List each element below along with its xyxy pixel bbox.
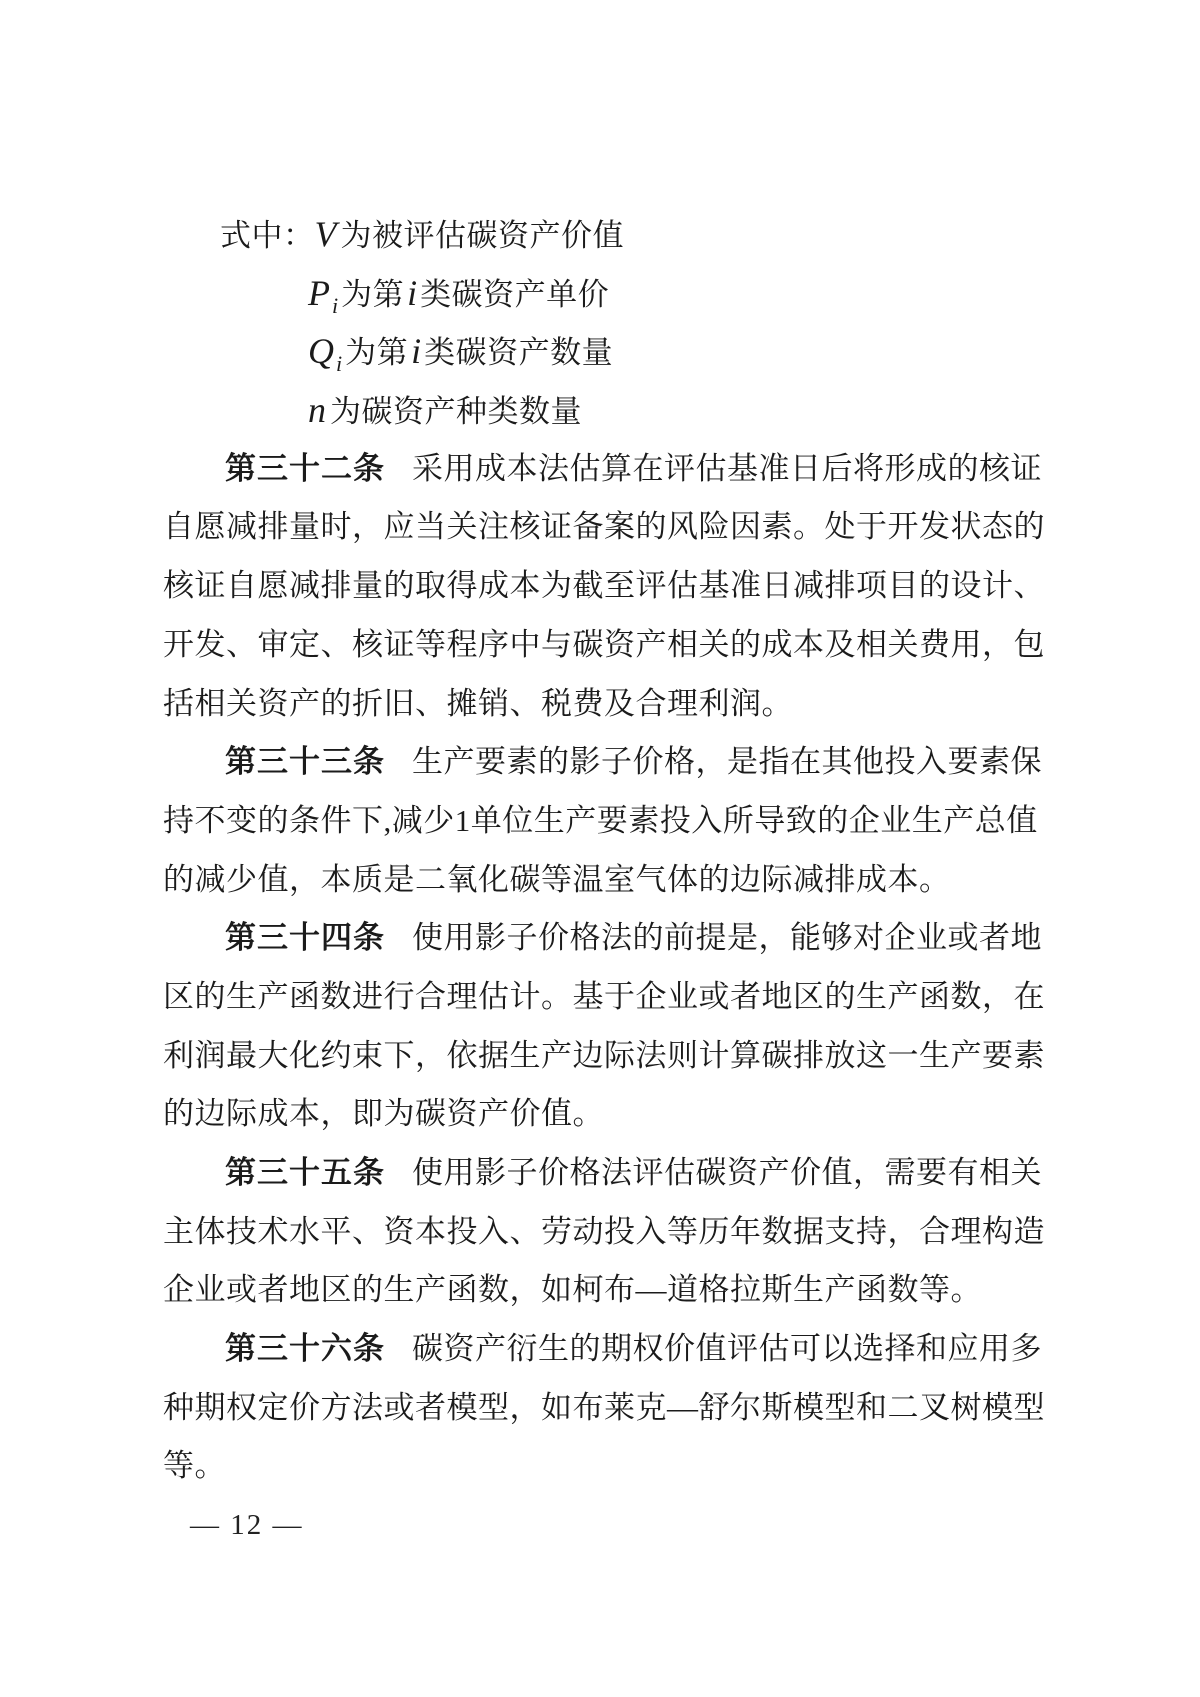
article-36-line-1: 种期权定价方法或者模型，如布莱克—舒尔斯模型和二叉树模型 <box>163 1389 1045 1425</box>
article-36 <box>163 1320 1045 1496</box>
math-var-q: Q <box>308 331 334 372</box>
formula-line-n <box>163 381 1045 440</box>
formula-text-p2: 类碳资产单价 <box>420 276 610 312</box>
article-32-line-1: 自愿减排量时，应当关注核证备案的风险因素。处于开发状态的 <box>163 509 1045 545</box>
article-33 <box>163 733 1045 909</box>
article-32-line-4: 括相关资产的折旧、摊销、税费及合理利润。 <box>163 685 793 721</box>
math-var-p: P <box>308 272 330 313</box>
page-text-block <box>163 205 1045 1496</box>
article-33-heading: 第三十三条 <box>225 744 385 780</box>
article-34-line-2: 利润最大化约束下，依据生产边际法则计算碳排放这一生产要素 <box>163 1037 1045 1073</box>
article-35-line-2: 企业或者地区的生产函数，如柯布—道格拉斯生产函数等。 <box>163 1272 982 1308</box>
formula-text-q1: 为第 <box>345 335 409 371</box>
formula-line-q <box>163 322 1045 381</box>
article-33-heading-line <box>163 733 1045 792</box>
formula-text-q2: 类碳资产数量 <box>424 335 614 371</box>
article-36-line-2: 等。 <box>163 1448 226 1484</box>
article-33-line-1: 持不变的条件下,减少1单位生产要素投入所导致的企业生产总值 <box>163 802 1038 838</box>
article-34-line-3: 的边际成本，即为碳资产价值。 <box>163 1096 604 1132</box>
article-35-line-1: 主体技术水平、资本投入、劳动投入等历年数据支持，合理构造 <box>163 1213 1045 1249</box>
article-34-line-0: 使用影子价格法的前提是，能够对企业或者地 <box>412 920 1042 956</box>
formula-line-p <box>163 264 1045 323</box>
article-32-heading-line <box>163 440 1045 499</box>
math-subscript-i: i <box>336 351 343 377</box>
article-34-line-1: 区的生产函数进行合理估计。基于企业或者地区的生产函数，在 <box>163 978 1045 1014</box>
article-34-heading: 第三十四条 <box>225 920 385 956</box>
math-subscript-i: i <box>332 292 339 318</box>
article-32-line-3: 开发、审定、核证等程序中与碳资产相关的成本及相关费用，包 <box>163 626 1045 662</box>
math-var-i: i <box>407 272 418 313</box>
article-32-line-0: 采用成本法估算在评估基准日后将形成的核证 <box>412 450 1042 486</box>
article-35-line-0: 使用影子价格法评估碳资产价值，需要有相关 <box>412 1155 1042 1190</box>
article-34 <box>163 909 1045 1144</box>
article-36-heading-line <box>163 1320 1045 1379</box>
article-35-heading: 第三十五条 <box>225 1155 385 1190</box>
article-35 <box>163 1144 1045 1320</box>
article-36-line-0: 碳资产衍生的期权价值评估可以选择和应用多 <box>412 1331 1042 1367</box>
math-var-n: n <box>308 390 326 431</box>
article-32-line-2: 核证自愿减排量的取得成本为截至评估基准日减排项目的设计、 <box>163 568 1045 604</box>
math-var-v: V <box>314 214 337 254</box>
page-number: — 12 — <box>190 1509 304 1541</box>
article-35-heading-line <box>163 1144 1045 1203</box>
article-32 <box>163 440 1045 733</box>
article-36-heading: 第三十六条 <box>225 1331 385 1367</box>
formula-text-p1: 为第 <box>341 276 405 312</box>
formula-line-v <box>163 205 1045 264</box>
article-33-line-2: 的减少值，本质是二氧化碳等温室气体的边际减排成本。 <box>163 861 951 897</box>
formula-text-n: 为碳资产种类数量 <box>330 394 582 430</box>
article-34-heading-line <box>163 909 1045 968</box>
formula-text-v: 为被评估碳资产价值 <box>340 218 624 253</box>
formula-label: 式中： <box>220 218 315 253</box>
math-var-i: i <box>411 331 422 372</box>
article-32-heading: 第三十二条 <box>225 450 385 486</box>
article-33-line-0: 生产要素的影子价格，是指在其他投入要素保 <box>412 744 1042 780</box>
